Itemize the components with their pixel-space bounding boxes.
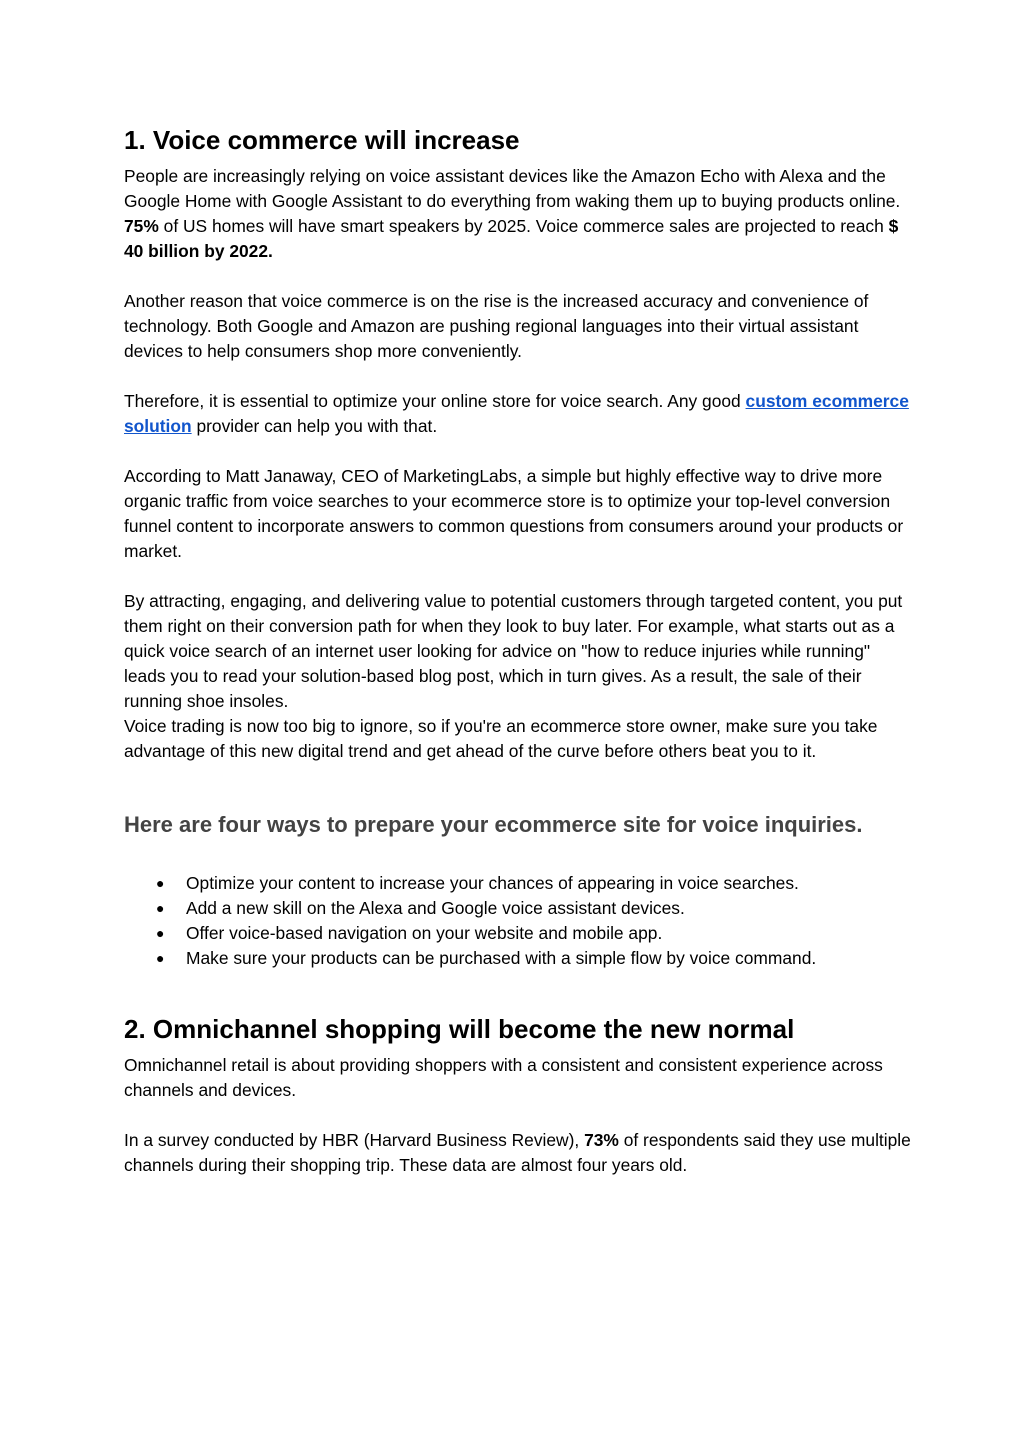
section-2-heading: 2. Omnichannel shopping will become the new normal [124,1014,795,1044]
section-2-paragraph-1: Omnichannel retail is about providing shoppers with a consistent and consistent experience across channels and devices. [124,1055,883,1100]
bullet-icon: ● [156,900,165,916]
text-span: Therefore, it is essential to optimize your online store for voice search. Any good [124,391,746,411]
bullet-icon: ● [156,925,165,941]
list-item-text: Make sure your products can be purchased with a simple flow by voice command. [186,948,817,968]
stat-40-billion: $ 40 billion by 2022. [124,216,899,261]
list-item [124,896,914,921]
bullet-icon: ● [156,875,165,891]
text-span: of US homes will have smart speakers by 2025. Voice commerce sales are projected to reach [158,216,889,236]
text-span: provider can help you with that. [191,416,438,436]
list-item-text: Add a new skill on the Alexa and Google voice assistant devices. [186,898,685,918]
text-span: People are increasingly relying on voice assistant devices like the Amazon Echo with Alexa and the Google Home with Google Assistant to do everything from waking them up to buying products online. [124,166,901,211]
text-span: In a survey conducted by HBR (Harvard Business Review), [124,1130,585,1150]
list-item [124,871,914,896]
voice-tips-subheading: Here are four ways to prepare your ecommerce site for voice inquiries. [124,812,863,837]
section-1-paragraph-5: By attracting, engaging, and delivering value to potential customers through targeted content, you put them right on their conversion path for when they look to buy later. For example, what starts out as a quick voice search of an internet user looking for advice on "how to reduce injuries while running" leads you to read your solution-based blog post, which in turn gives. As a result, the sale of their running shoe insoles. [124,591,903,711]
bullet-icon: ● [156,950,165,966]
section-1-heading: 1. Voice commerce will increase [124,125,520,155]
stat-73-percent: 73% [584,1130,619,1150]
list-item [124,921,914,946]
list-item-text: Optimize your content to increase your chances of appearing in voice searches. [186,873,799,893]
document-page [124,120,914,1203]
section-1-paragraph-3 [124,389,914,439]
section-1-paragraph-1 [124,164,914,264]
text-span: of respondents said they use multiple channels during their shopping trip. These data are almost four years old. [124,1130,911,1175]
section-1-paragraph-6: Voice trading is now too big to ignore, so if you're an ecommerce store owner, make sure you take advantage of this new digital trend and get ahead of the curve before others beat you to it. [124,716,878,761]
section-1-paragraph-4: According to Matt Janaway, CEO of MarketingLabs, a simple but highly effective way to drive more organic traffic from voice searches to your ecommerce store is to optimize your top-level conversion funnel content to incorporate answers to common questions from consumers around your products or market. [124,466,904,561]
list-item [124,946,914,971]
section-1-paragraph-2: Another reason that voice commerce is on the rise is the increased accuracy and convenience of technology. Both Google and Amazon are pushing regional languages into their virtual assistant devices to help consumers shop more conveniently. [124,291,869,361]
section-2-paragraph-2 [124,1128,914,1178]
stat-75-percent: 75% [124,216,159,236]
list-item-text: Offer voice-based navigation on your website and mobile app. [186,923,663,943]
custom-ecommerce-solution-link[interactable]: custom ecommerce solution [124,391,909,436]
voice-tips-list [124,871,914,971]
